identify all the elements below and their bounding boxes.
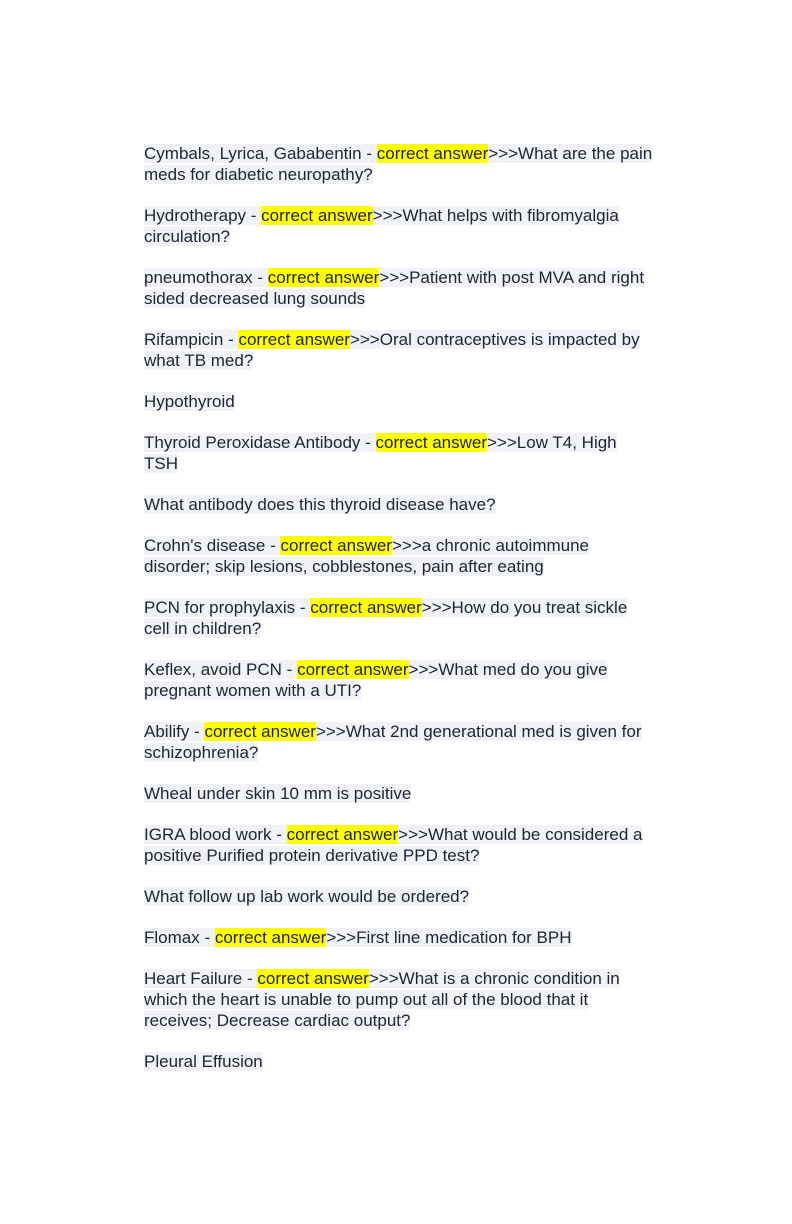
correct-answer-highlight: correct answer — [280, 536, 392, 555]
correct-answer-highlight: correct answer — [267, 268, 380, 287]
correct-answer-highlight: correct answer — [375, 433, 487, 452]
qa-entry: Rifampicin - correct answer>>>Oral contraceptives is impacted by what TB med? — [144, 330, 640, 370]
correct-answer-highlight: correct answer — [286, 825, 399, 844]
qa-entry: Heart Failure - correct answer>>>What is a chronic condition in which the heart is unable to pump out all of the blood that it receives; Decrease cardiac output? — [144, 969, 620, 1030]
correct-answer-highlight: correct answer — [204, 722, 316, 741]
correct-answer-highlight: correct answer — [297, 660, 409, 679]
qa-entry: Flomax - correct answer>>>First line medication for BPH — [144, 928, 572, 947]
qa-entry: IGRA blood work - correct answer>>>What would be considered a positive Purified protein derivative PPD test? — [144, 825, 643, 865]
text-entry: Pleural Effusion — [144, 1052, 263, 1071]
qa-entry: Cymbals, Lyrica, Gababentin - correct answer>>>What are the pain meds for diabetic neuropathy? — [144, 144, 653, 184]
text-entry: What follow up lab work would be ordered? — [144, 887, 470, 906]
qa-entry: Crohn's disease - correct answer>>>a chronic autoimmune disorder; skip lesions, cobblestones, pain after eating — [144, 536, 590, 576]
qa-entry: Abilify - correct answer>>>What 2nd generational med is given for schizophrenia? — [144, 722, 642, 762]
qa-entry: Hydrotherapy - correct answer>>>What helps with fibromyalgia circulation? — [144, 206, 619, 246]
text-entry: What antibody does this thyroid disease have? — [144, 495, 496, 514]
qa-entry: pneumothorax - correct answer>>>Patient with post MVA and right sided decreased lung sounds — [144, 268, 645, 308]
text-entry: Wheal under skin 10 mm is positive — [144, 784, 412, 803]
document-page — [144, 143, 654, 1092]
correct-answer-highlight: correct answer — [310, 598, 422, 617]
qa-entry: Thyroid Peroxidase Antibody - correct answer>>>Low T4, High TSH — [144, 433, 617, 473]
correct-answer-highlight: correct answer — [238, 330, 350, 349]
correct-answer-highlight: correct answer — [261, 206, 373, 225]
qa-entry: PCN for prophylaxis - correct answer>>>How do you treat sickle cell in children? — [144, 598, 628, 638]
correct-answer-highlight: correct answer — [376, 144, 489, 163]
correct-answer-highlight: correct answer — [214, 928, 327, 947]
text-entry: Hypothyroid — [144, 392, 235, 411]
correct-answer-highlight: correct answer — [257, 969, 369, 988]
qa-entry: Keflex, avoid PCN - correct answer>>>What med do you give pregnant women with a UTI? — [144, 660, 608, 700]
